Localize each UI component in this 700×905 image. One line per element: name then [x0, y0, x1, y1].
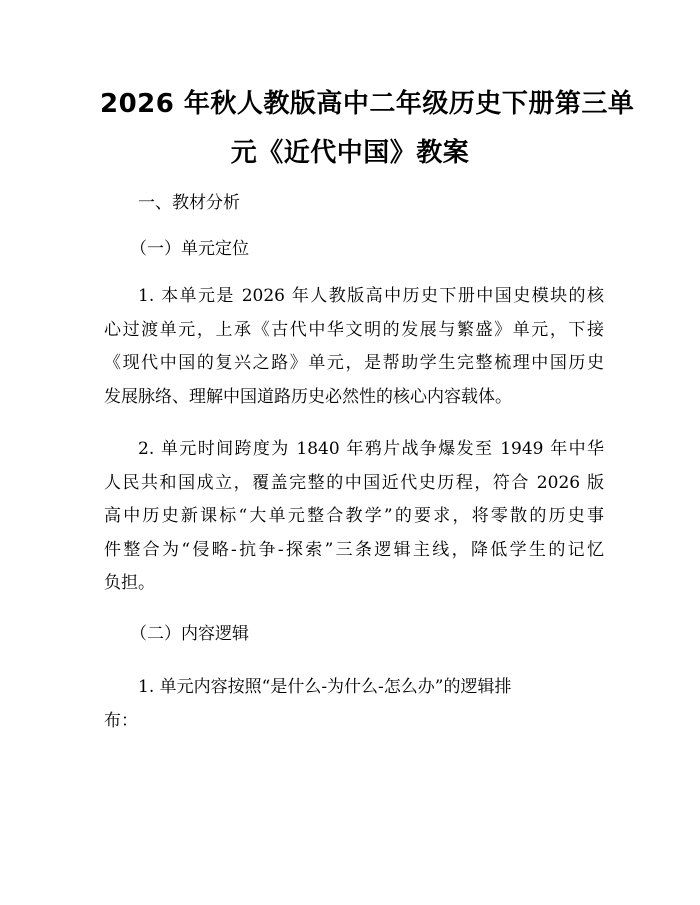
section-heading-textbook-analysis: 一、教材分析: [138, 193, 240, 213]
paragraph-1-line: 《现代中国的复兴之路》单元，是帮助学生完整梳理中国历史: [104, 353, 604, 373]
paragraph-1: [104, 280, 604, 414]
paragraph-3-line: 1. 单元内容按照“是什么-为什么-怎么办”的逻辑排: [138, 677, 512, 697]
paragraph-2-line: 人民共和国成立，覆盖完整的中国近代史历程，符合 2026 版: [104, 472, 604, 493]
paragraph-1-line: 心过渡单元，上承《古代中华文明的发展与繁盛》单元，下接: [104, 319, 604, 340]
paragraph-2: [104, 433, 604, 601]
paragraph-2-line: 负担。: [104, 573, 155, 593]
document-title-line-1: 2026 年秋人教版高中二年级历史下册第三单: [100, 89, 635, 119]
paragraph-3: [104, 671, 604, 738]
paragraph-1-line: 1. 本单元是 2026 年人教版高中历史下册中国史模块的核: [138, 286, 604, 306]
paragraph-2-line: 件整合为“侵略-抗争-探索”三条逻辑主线，降低学生的记忆: [104, 539, 604, 560]
subsection-heading-content-logic: （二）内容逻辑: [130, 624, 249, 644]
subsection-heading-unit-positioning: （一）单元定位: [130, 239, 249, 259]
paragraph-2-line: 2. 单元时间跨度为 1840 年鸦片战争爆发至 1949 年中华: [138, 439, 604, 459]
paragraph-2-line: 高中历史新课标“大单元整合教学”的要求，将零散的历史事: [104, 506, 604, 526]
paragraph-3-line: 布：: [104, 710, 138, 731]
paragraph-1-line: 发展脉络、理解中国道路历史必然性的核心内容载体。: [104, 386, 512, 407]
document-title-line-2: 元《近代中国》教案: [230, 138, 470, 168]
